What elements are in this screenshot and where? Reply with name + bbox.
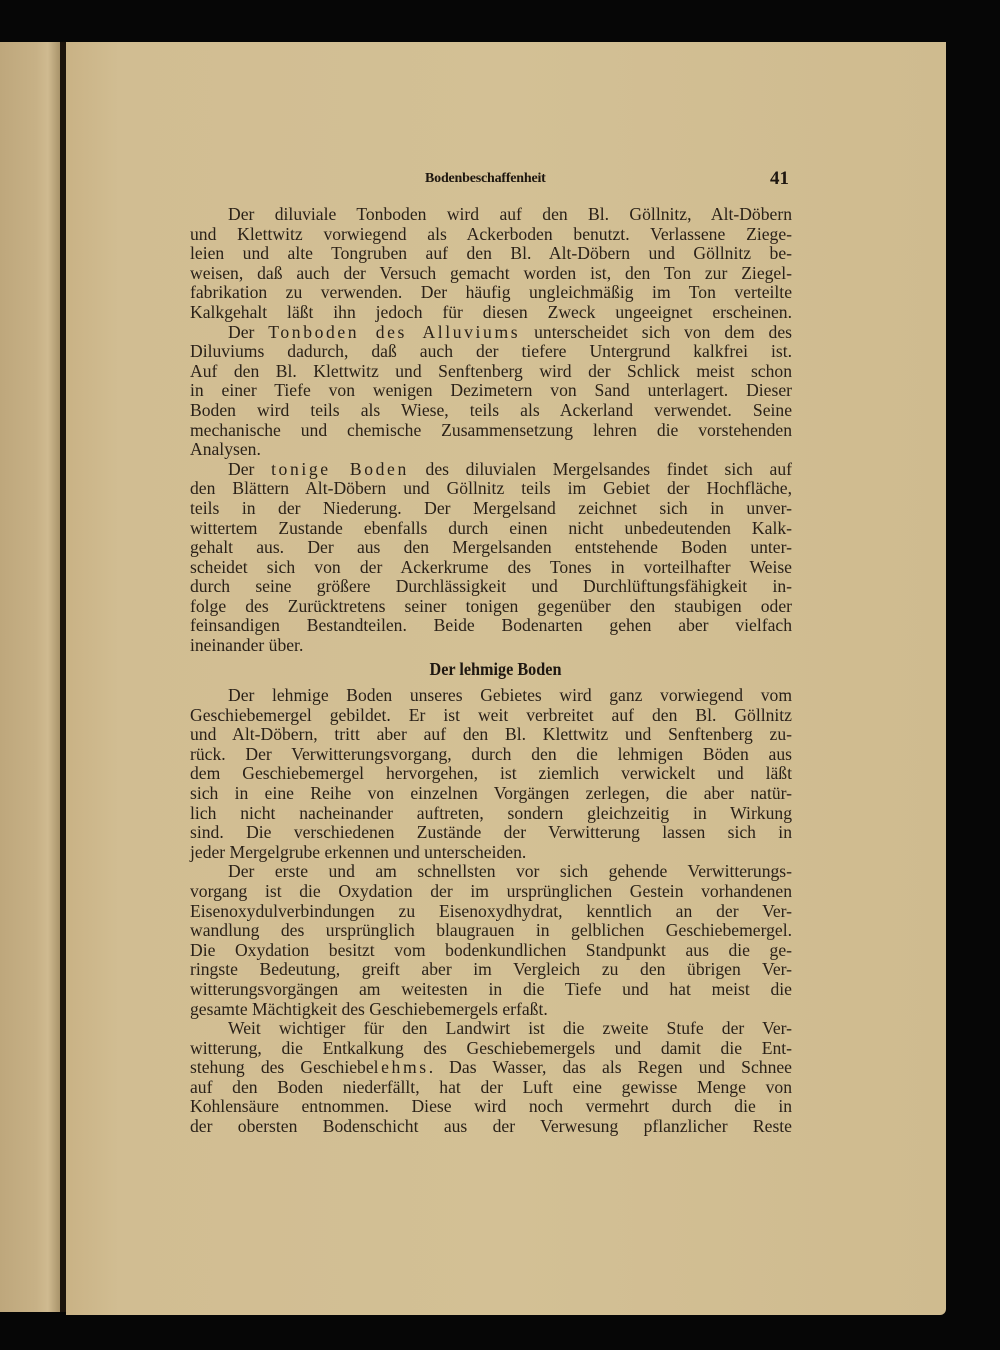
emphasized-term: lehms <box>373 1057 429 1078</box>
text-segment: weisen, daß auch der Versuch gemacht worden ist, den Ton zur Ziegel- <box>190 262 792 283</box>
text-segment: Weit wichtiger für den Landwirt ist die zweite Stufe der Ver- <box>228 1018 792 1039</box>
text-line <box>190 421 792 441</box>
text-line <box>190 342 792 362</box>
text-segment: jeder Mergelgrube erkennen und unterscheiden. <box>190 841 527 862</box>
text-segment: . Das Wasser, das als Regen und Schnee <box>428 1057 792 1078</box>
text-segment: Der <box>228 321 269 342</box>
text-line <box>190 686 792 706</box>
text-line <box>190 479 792 499</box>
page-number: 41 <box>770 168 789 189</box>
text-segment: ringste Bedeutung, greift aber im Vergleich zu den übrigen Ver- <box>190 959 792 980</box>
text-line <box>190 1039 792 1059</box>
text-segment: Der diluviale Tonboden wird auf den Bl. Göllnitz, Alt-Döbern <box>228 204 792 224</box>
text-line <box>190 440 792 460</box>
text-segment: gehalt aus. Der aus den Mergelsanden entstehende Boden unter- <box>190 537 792 558</box>
text-segment: der obersten Bodenschicht aus der Verwesung pflanzlicher Reste <box>190 1116 792 1137</box>
text-segment: vorgang ist die Oxydation der im ursprünglichen Gestein vorhandenen <box>190 880 792 901</box>
text-line <box>190 460 792 480</box>
text-line <box>190 538 792 558</box>
text-segment: rück. Der Verwitterungsvorgang, durch den die lehmigen Böden aus <box>190 743 792 764</box>
text-segment: Der lehmige Boden unseres Gebietes wird ganz vorwiegend vom <box>228 685 792 705</box>
running-header: Bodenbeschaffenheit <box>425 171 546 186</box>
emphasized-term: Tonboden des Alluviums <box>268 321 521 342</box>
text-segment: gesamte Mächtigkeit des Geschiebemergels erfaßt. <box>190 998 548 1019</box>
text-segment: teils in der Niederung. Der Mergelsand zeichnet sich in unver- <box>190 497 792 518</box>
text-line <box>190 323 792 343</box>
text-segment: scheidet sich von der Ackerkrume des Tones in vorteilhafter Weise <box>190 556 792 577</box>
text-segment: lich nicht nacheinander auftreten, sondern gleichzeitig in Wirkung <box>190 802 792 823</box>
text-line <box>190 205 792 225</box>
text-line <box>190 804 792 824</box>
text-segment: feinsandigen Bestandteilen. Beide Bodenarten gehen aber vielfach <box>190 615 792 636</box>
text-segment: Kalkgehalt läßt ihn jedoch für diesen Zweck ungeeignet erscheinen. <box>190 301 792 322</box>
text-line <box>190 1097 792 1117</box>
text-segment: auf den Boden niederfällt, hat der Luft eine gewisse Menge von <box>190 1076 792 1097</box>
text-line <box>190 902 792 922</box>
text-segment: den Blättern Alt-Döbern und Göllnitz teils im Gebiet der Hochfläche, <box>190 478 792 499</box>
text-line <box>190 706 792 726</box>
text-segment: ineinander über. <box>190 635 304 656</box>
text-line <box>190 519 792 539</box>
text-line <box>190 381 792 401</box>
text-line <box>190 1019 792 1039</box>
text-segment: durch seine größere Durchlässigkeit und Durchlüftungsfähigkeit in- <box>190 576 792 597</box>
text-segment: sich in eine Reihe von einzelnen Vorgängen zerlegen, die aber natür- <box>190 782 792 803</box>
text-segment: mechanische und chemische Zusammensetzung lehren die vorstehenden <box>190 419 792 440</box>
text-block-clay-soils <box>190 205 792 656</box>
text-segment: unterscheidet sich von dem des <box>520 321 792 342</box>
text-segment: fabrikation zu verwenden. Der häufig ungleichmäßig im Ton verteilte <box>190 282 792 303</box>
text-line <box>190 745 792 765</box>
text-segment: Auf den Bl. Klettwitz und Senftenberg wird der Schlick meist schon <box>190 360 792 381</box>
text-line <box>190 941 792 961</box>
section-heading-text: Der lehmige Boden <box>429 659 562 679</box>
text-line <box>190 960 792 980</box>
text-segment: wittertem Zustande ebenfalls durch einen nicht unbedeutenden Kalk- <box>190 517 792 538</box>
text-line <box>190 577 792 597</box>
text-line <box>190 558 792 578</box>
text-line <box>190 1117 792 1137</box>
text-segment: des diluvialen Mergelsandes findet sich auf <box>408 458 792 479</box>
text-block-loam-soil <box>190 686 792 1137</box>
text-segment: folge des Zurücktretens seiner tonigen gegenüber den staubigen oder <box>190 595 792 616</box>
text-line <box>190 921 792 941</box>
text-line <box>190 283 792 303</box>
text-line <box>190 980 792 1000</box>
text-line <box>190 1000 792 1020</box>
text-segment: Geschiebemergel gebildet. Er ist weit verbreitet auf den Bl. Göllnitz <box>190 704 792 725</box>
emphasized-term: tonige Boden <box>271 458 409 479</box>
text-segment: leien und alte Tongruben auf den Bl. Alt-Döbern und Göllnitz be- <box>190 243 792 264</box>
text-line <box>190 401 792 421</box>
text-segment: Analysen. <box>190 439 261 460</box>
text-line <box>190 1058 792 1078</box>
text-line <box>190 843 792 863</box>
text-line <box>190 882 792 902</box>
text-segment: Boden wird teils als Wiese, teils als Ackerland verwendet. Seine <box>190 399 792 420</box>
text-line <box>190 244 792 264</box>
text-line <box>190 362 792 382</box>
text-line <box>190 636 792 656</box>
text-line <box>190 725 792 745</box>
section-heading <box>50 659 950 680</box>
text-segment: witterung, die Entkalkung des Geschiebemergels und damit die Ent- <box>190 1037 792 1058</box>
text-line <box>190 764 792 784</box>
text-segment: Eisenoxydulverbindungen zu Eisenoxydhydrat, kenntlich an der Ver- <box>190 900 792 921</box>
text-segment: Kohlensäure entnommen. Diese wird noch vermehrt durch die in <box>190 1096 792 1117</box>
text-line <box>190 784 792 804</box>
text-line <box>190 616 792 636</box>
text-line <box>190 823 792 843</box>
text-line <box>190 303 792 323</box>
text-segment: Die Oxydation besitzt vom bodenkundlichen Standpunkt aus die ge- <box>190 939 792 960</box>
text-segment: in einer Tiefe von wenigen Dezimetern von Sand unterlagert. Dieser <box>190 380 792 401</box>
text-line <box>190 264 792 284</box>
text-line <box>190 225 792 245</box>
text-segment: und Alt-Döbern, tritt aber auf den Bl. Klettwitz und Senftenberg zu- <box>190 724 792 745</box>
text-line <box>190 1078 792 1098</box>
text-segment: dem Geschiebemergel hervorgehen, ist ziemlich verwickelt und läßt <box>190 763 792 784</box>
text-segment: sind. Die verschiedenen Zustände der Verwitterung lassen sich in <box>190 822 792 843</box>
text-segment: witterungsvorgängen am weitesten in die Tiefe und hat meist die <box>190 978 792 999</box>
text-segment: Der <box>228 458 272 479</box>
text-segment: wandlung des ursprünglich blaugrauen in gelblichen Geschiebemergel. <box>190 920 792 941</box>
text-segment: und Klettwitz vorwiegend als Ackerboden benutzt. Verlassene Ziege- <box>190 223 792 244</box>
text-line <box>190 499 792 519</box>
text-segment: Diluviums dadurch, daß auch der tiefere Untergrund kalkfrei ist. <box>190 341 792 362</box>
text-segment: Der erste und am schnellsten vor sich gehende Verwitterungs- <box>228 861 792 882</box>
text-line <box>190 862 792 882</box>
text-segment: stehung des Geschiebe <box>190 1057 374 1078</box>
text-line <box>190 597 792 617</box>
